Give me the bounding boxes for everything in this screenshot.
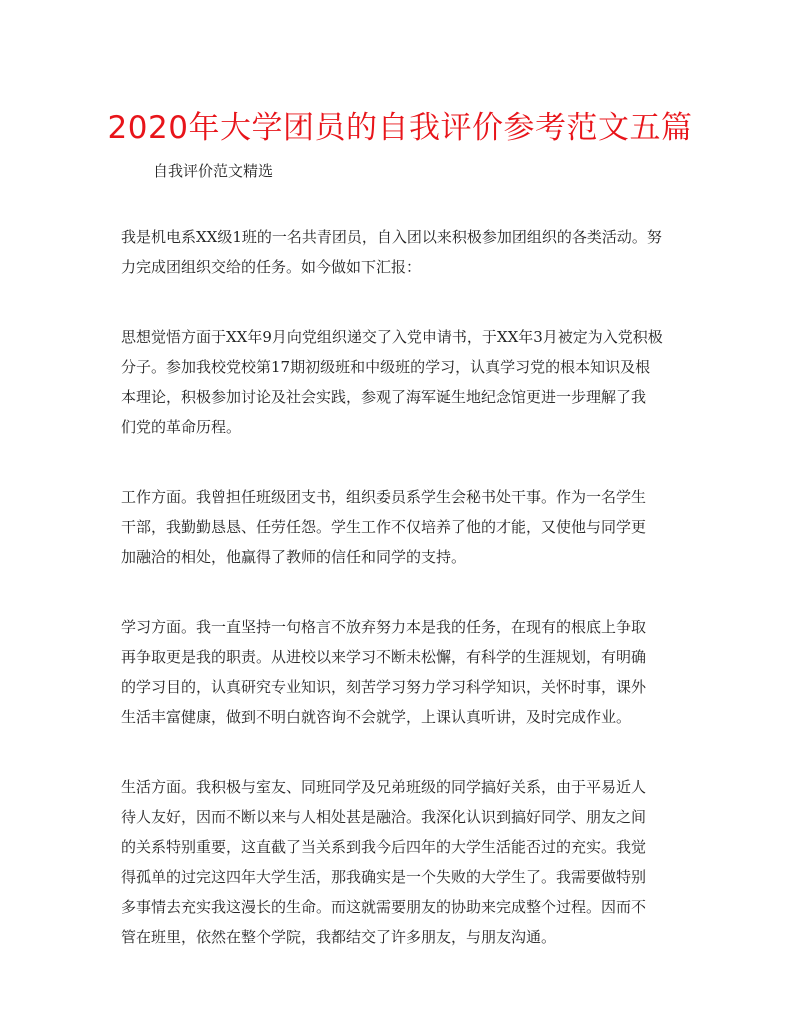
text-line: 工作方面。我曾担任班级团支书，组织委员系学生会秘书处干事。作为一名学生 — [121, 488, 647, 506]
text-line: 得孤单的过完这四年大学生活，那我确实是一个失败的大学生了。我需要做特别 — [121, 868, 647, 886]
text-line: 的关系特别重要，这直截了当关系到我今后四年的大学生活能否过的充实。我觉 — [121, 838, 647, 856]
text-line: 待人友好，因而不断以来与人相处甚是融洽。我深化认识到搞好同学、朋友之间 — [121, 808, 647, 826]
text-line: 思想觉悟方面于XX年9月向党组织递交了入党申请书，于XX年3月被定为入党积极 — [121, 328, 663, 346]
paragraph-life — [121, 772, 681, 952]
text-line: 力完成团组织交给的任务。如今做如下汇报： — [121, 258, 422, 276]
text-line: 多事情去充实我这漫长的生命。而这就需要朋友的协助来完成整个过程。因而不 — [121, 898, 647, 916]
text-line: 加融洽的相处，他赢得了教师的信任和同学的支持。 — [121, 548, 467, 566]
paragraph-work — [121, 482, 681, 572]
text-line: 的学习目的，认真研究专业知识，刻苦学习努力学习科学知识，关怀时事，课外 — [121, 678, 647, 696]
text-line: 学习方面。我一直坚持一句格言不放弃努力本是我的任务，在现有的根底上争取 — [121, 618, 647, 636]
paragraph-ideology — [121, 322, 681, 442]
text-line: 生活丰富健康，做到不明白就咨询不会就学，上课认真听讲，及时完成作业。 — [121, 708, 632, 726]
text-line: 分子。参加我校党校第17期初级班和中级班的学习，认真学习党的根本知识及根 — [121, 358, 651, 376]
text-line: 本理论，积极参加讨论及社会实践，参观了海军诞生地纪念馆更进一步理解了我 — [121, 388, 647, 406]
text-line: 再争取更是我的职责。从进校以来学习不断未松懈，有科学的生涯规划，有明确 — [121, 648, 647, 666]
document-subtitle: 自我评价范文精选 — [153, 162, 274, 180]
document-body — [121, 222, 681, 992]
text-line: 们党的革命历程。 — [121, 418, 242, 436]
document-title: 2020年大学团员的自我评价参考范文五篇 — [107, 110, 693, 146]
paragraph-study — [121, 612, 681, 732]
text-line: 管在班里，依然在整个学院，我都结交了许多朋友，与朋友沟通。 — [121, 928, 557, 946]
paragraph-intro — [121, 222, 681, 282]
text-line: 生活方面。我积极与室友、同班同学及兄弟班级的同学搞好关系，由于平易近人 — [121, 778, 647, 796]
text-line: 我是机电系XX级1班的一名共青团员，自入团以来积极参加团组织的各类活动。努 — [121, 228, 662, 246]
text-line: 干部，我勤勤恳恳、任劳任怨。学生工作不仅培养了他的才能，又使他与同学更 — [121, 518, 647, 536]
